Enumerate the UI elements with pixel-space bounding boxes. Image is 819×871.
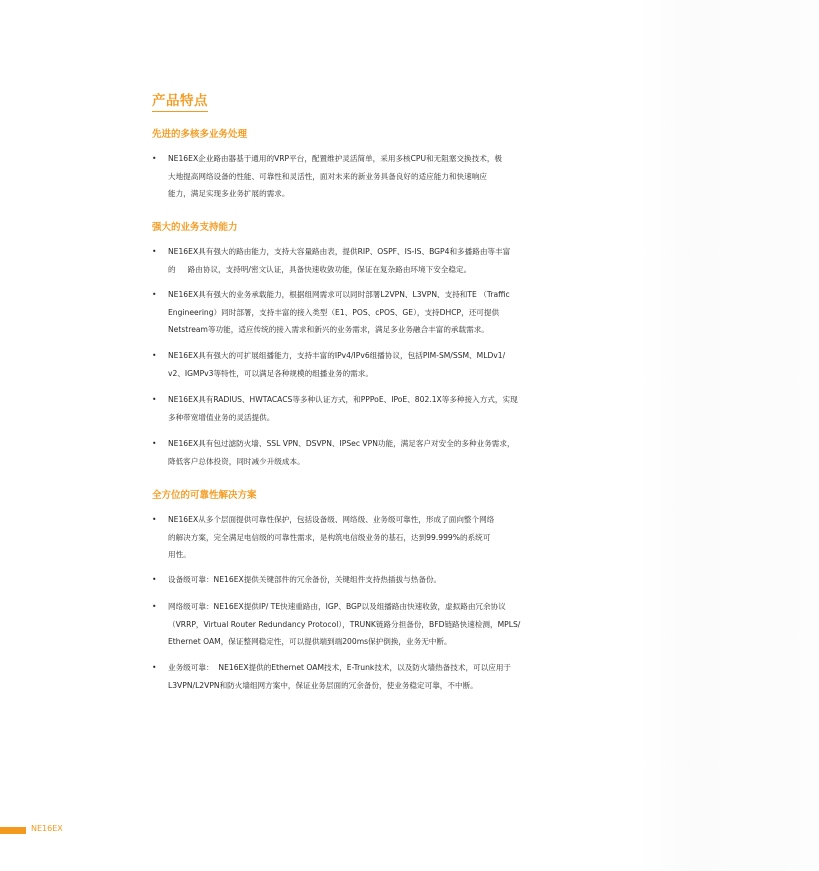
- page-edge-shade: [640, 0, 819, 871]
- section-title-service-support: 强大的业务支持能力: [152, 222, 238, 233]
- list-item: [152, 347, 592, 382]
- list-item-text: 设备级可靠：NE16EX提供关键部件的冗余备份，关键组件支持热插拔与热备份。: [168, 575, 442, 584]
- bullet-icon: •: [152, 351, 157, 360]
- bullet-icon: •: [152, 575, 157, 584]
- list-item-text: 网络级可靠：NE16EX提供IP/ TE快速重路由，IGP、BGP以及组播路由快速收敛，虚拟路由冗余协议 （VRRP，Virtual Router Redundancy Protocol），TRUNK链路分担备份，BFD链路快速检测，MPLS/ Ethernet OAM，保证整网稳定性，可以提供端到端200ms保护倒换，业务无中断。: [168, 602, 521, 646]
- bullet-icon: •: [152, 395, 157, 404]
- list-item: [152, 511, 592, 564]
- list-item-text: NE16EX从多个层面提供可靠性保护，包括设备级、网络级、业务级可靠性，形成了面向整个网络 的解决方案，完全满足电信级的可靠性需求，是构筑电信级业务的基石，达到99.999%的系统可 用性。: [168, 515, 495, 559]
- bullet-icon: •: [152, 663, 157, 672]
- list-item-text: NE16EX具有包过滤防火墙、SSL VPN、DSVPN、IPSec VPN功能，满足客户对安全的多种业务需求， 降低客户总体投资，同时减少升级成本。: [168, 439, 515, 466]
- list-item-text: 业务级可靠： NE16EX提供的Ethernet OAM技术，E-Trunk技术，以及防火墙热备技术，可以应用于 L3VPN/L2VPN和防火墙组网方案中，保证业务层面的冗余备份，使业务稳定可靠，不中断。: [168, 663, 511, 690]
- list-item-text: NE16EX具有强大的路由能力，支持大容量路由表，提供RIP、OSPF、IS-IS、BGP4和多播路由等丰富 的 路由协议，支持明/密文认证，具备快速收敛功能，保证在复杂路由环境下安全稳定。: [168, 247, 511, 274]
- list-item: [152, 659, 592, 694]
- list-item: [152, 598, 592, 651]
- page-title: 产品特点: [152, 89, 208, 112]
- bullet-icon: •: [152, 515, 157, 524]
- list-item: [152, 435, 592, 470]
- bullet-icon: •: [152, 290, 157, 299]
- list-item-text: NE16EX具有强大的业务承载能力，根据组网需求可以同时部署L2VPN、L3VPN、支持和TE （Traffic Engineering）同时部署，支持丰富的接入类型（E1、POS、cPOS、GE），支持DHCP，还可提供 Netstream等功能，适应传统的接入需求和新兴的业务需求，满足多业务融合丰富的承载需求。: [168, 290, 510, 334]
- section-title-multicore: 先进的多核多业务处理: [152, 129, 248, 140]
- list-item: [152, 243, 592, 278]
- footer-product-name: NE16EX: [31, 824, 63, 833]
- list-item: [152, 571, 592, 589]
- bullet-icon: •: [152, 439, 157, 448]
- list-item: [152, 391, 592, 426]
- list-item: [152, 286, 592, 339]
- bullet-icon: •: [152, 154, 157, 163]
- bullet-icon: •: [152, 602, 157, 611]
- list-item-text: NE16EX具有强大的可扩展组播能力，支持丰富的IPv4/IPv6组播协议，包括PIM-SM/SSM、MLDv1/ v2、IGMPv3等特性，可以满足各种规模的组播业务的需求。: [168, 351, 506, 378]
- footer-accent-bar: [0, 827, 26, 834]
- bullet-icon: •: [152, 247, 157, 256]
- list-item-text: NE16EX企业路由器基于通用的VRP平台，配置维护灵活简单，采用多核CPU和无阻塞交换技术，极 大地提高网络设备的性能、可靠性和灵活性，面对未来的新业务具备良好的适应能力和快速响应 能力，满足实现多业务扩展的需求。: [168, 154, 503, 198]
- list-item: [152, 150, 592, 203]
- list-item-text: NE16EX具有RADIUS、HWTACACS等多种认证方式，和PPPoE、IPoE、802.1X等多种接入方式，实现 多种带宽增值业务的灵活提供。: [168, 395, 518, 422]
- section-title-reliability: 全方位的可靠性解决方案: [152, 490, 257, 501]
